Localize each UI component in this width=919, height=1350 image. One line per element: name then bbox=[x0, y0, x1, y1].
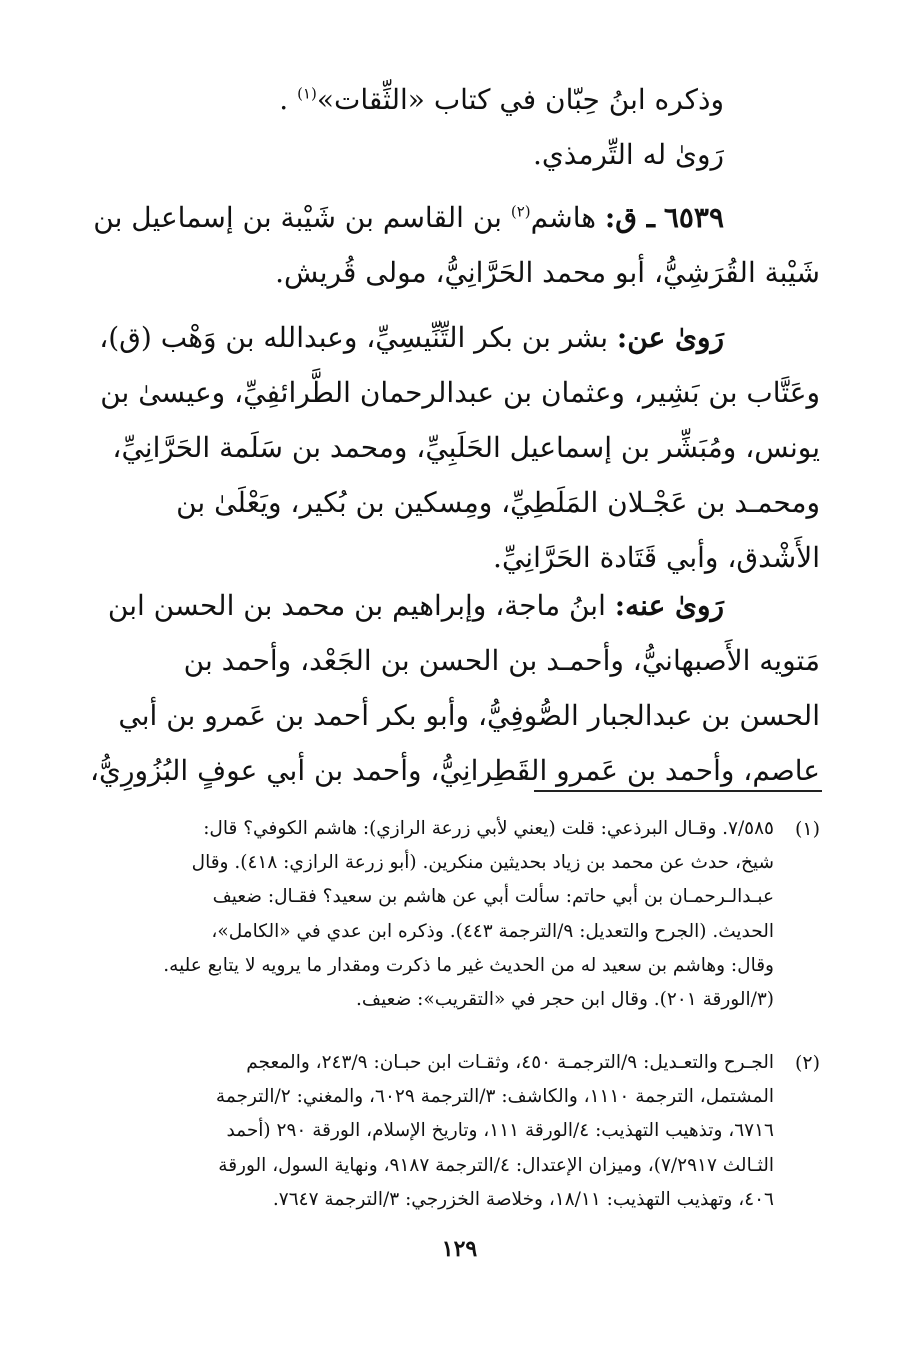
narrated-from-line-1: رَوىٰ عن: بشر بن بكر التِّنِّيسِيِّ، وعبدالله بن وَهْب (ق)، bbox=[99, 321, 724, 354]
previous-entry-line-2: رَوىٰ له التِّرمذي. bbox=[532, 138, 724, 171]
entry-heading-line-2: شَيْبة القُرَشِيُّ، أبو محمد الحَرَّانِيُّ، مولى قُريش. bbox=[275, 256, 820, 289]
footnote-1-text bbox=[130, 812, 774, 1017]
entry-number: ٦٥٣٩ bbox=[663, 201, 724, 234]
narrated-from-line-5: الأَشْدق، وأبي قَتَادة الحَرَّانِيِّ. bbox=[493, 541, 820, 574]
footnote-line: الثـالث ٧/٢٩١٧)، وميزان الإعتدال: ٤/الترجمة ٩١٨٧، ونهاية السول، الورقة bbox=[218, 1154, 774, 1176]
footnote-line: وقال: وهاشم بن سعيد له من الحديث غير ما ذكرت ومقدار ما يرويه لا يتابع عليه. bbox=[163, 954, 774, 976]
footnote-line: ٦٧١٦، وتذهيب التهذيب: ٤/الورقة ١١١، وتاريخ الإسلام، الورقة ٢٩٠ (أحمد bbox=[226, 1120, 774, 1142]
footnote-line: (٣/الورقة ٢٠١). وقال ابن حجر في «التقريب»: ضعيف. bbox=[356, 989, 774, 1011]
narrated-by-line-1: رَوىٰ عنه: ابنُ ماجة، وإبراهيم بن محمد بن الحسن ابن bbox=[107, 589, 724, 622]
footnote-1 bbox=[130, 812, 820, 1017]
footnote-ref-1[interactable]: (١) bbox=[297, 84, 317, 103]
entry-code: ـ ق: bbox=[604, 201, 655, 234]
entry-heading-line: ٦٥٣٩ ـ ق: هاشم$^{(٢)}$ بن القاسم بن شَيْبة بن إسماعيل بن bbox=[93, 201, 724, 234]
narrated-from-section bbox=[99, 310, 820, 585]
narrated-from-line-4: ومحمـد بن عَجْـلان المَلَطِيِّ، ومِسكين بن بُكير، ويَعْلَىٰ بن bbox=[176, 486, 820, 519]
narrated-by-section bbox=[89, 578, 820, 798]
narrated-by-line-4: عاصم، وأحمد بن عَمرو القَطِرانِيُّ، وأحمد بن أبي عوفٍ البُزُورِيُّ، bbox=[89, 754, 820, 787]
previous-entry-line-1: وذكره ابنُ حِبّان في كتاب «الثِّقات»$^{(١)}$ . bbox=[279, 83, 724, 116]
narrated-from-line-3: يونس، ومُبَشِّر بن إسماعيل الحَلَبِيِّ، ومحمد بن سَلَمة الحَرَّانِيِّ، bbox=[112, 431, 820, 464]
narrated-by-line-3: الحسن بن عبدالجبار الصُّوفِيُّ، وأبو بكر أحمد بن عَمرو بن أبي bbox=[118, 699, 820, 732]
footnote-separator bbox=[534, 790, 822, 792]
footnote-2 bbox=[130, 1046, 820, 1217]
footnote-line: الحديث. (الجرح والتعديل: ٩/الترجمة ٤٤٣). وذكره ابن عدي في «الكامل»، bbox=[211, 920, 774, 942]
footnote-line: المشتمل، الترجمة ١١١٠، والكاشف: ٣/الترجمة ٦٠٢٩، والمغني: ٢/الترجمة bbox=[215, 1086, 774, 1108]
footnote-2-mark: (٢) bbox=[794, 1052, 820, 1074]
biography-entry-header bbox=[93, 190, 820, 300]
narrated-from-label: رَوىٰ عن: bbox=[616, 321, 724, 354]
footnote-line: ٤٠٦، وتهذيب التهذيب: ١٨/١١، وخلاصة الخزرجي: ٣/الترجمة ٧٦٤٧. bbox=[272, 1188, 774, 1210]
footnote-line: ٧/٥٨٥. وقـال البرذعي: قلت (يعني لأبي زرعة الرازي): هاشم الكوفي؟ قال: bbox=[203, 818, 774, 839]
previous-entry-ending bbox=[130, 72, 820, 182]
entry-name: هاشم bbox=[530, 201, 597, 234]
narrated-by-label: رَوىٰ عنه: bbox=[614, 589, 724, 622]
narrated-by-line-2: مَتويه الأَصبهانيُّ، وأحمـد بن الحسن بن الجَعْد، وأحمد بن bbox=[183, 644, 820, 677]
page-number: ١٢٩ bbox=[441, 1236, 478, 1262]
narrated-from-line-2: وعَتَّاب بن بَشِير، وعثمان بن عبدالرحمان الطَّرائفِيِّ، وعيسىٰ بن bbox=[100, 376, 820, 409]
footnote-line: شيخ، حدث عن محمد بن زياد بحديثين منكرين. (أبو زرعة الرازي: ٤١٨). وقال bbox=[191, 852, 774, 874]
footnote-line: الجـرح والتعـديل: ٩/الترجمـة ٤٥٠، وثقـات ابن حبـان: ٢٤٣/٩، والمعجم bbox=[246, 1052, 774, 1073]
footnote-2-text bbox=[130, 1046, 774, 1217]
footnote-ref-2[interactable]: (٢) bbox=[510, 202, 531, 221]
footnote-line: عبـدالـرحمـان بن أبي حاتم: سألت أبي عن هاشم بن سعيد؟ فقـال: ضعيف bbox=[212, 886, 774, 908]
footnote-1-mark: (١) bbox=[794, 818, 820, 840]
